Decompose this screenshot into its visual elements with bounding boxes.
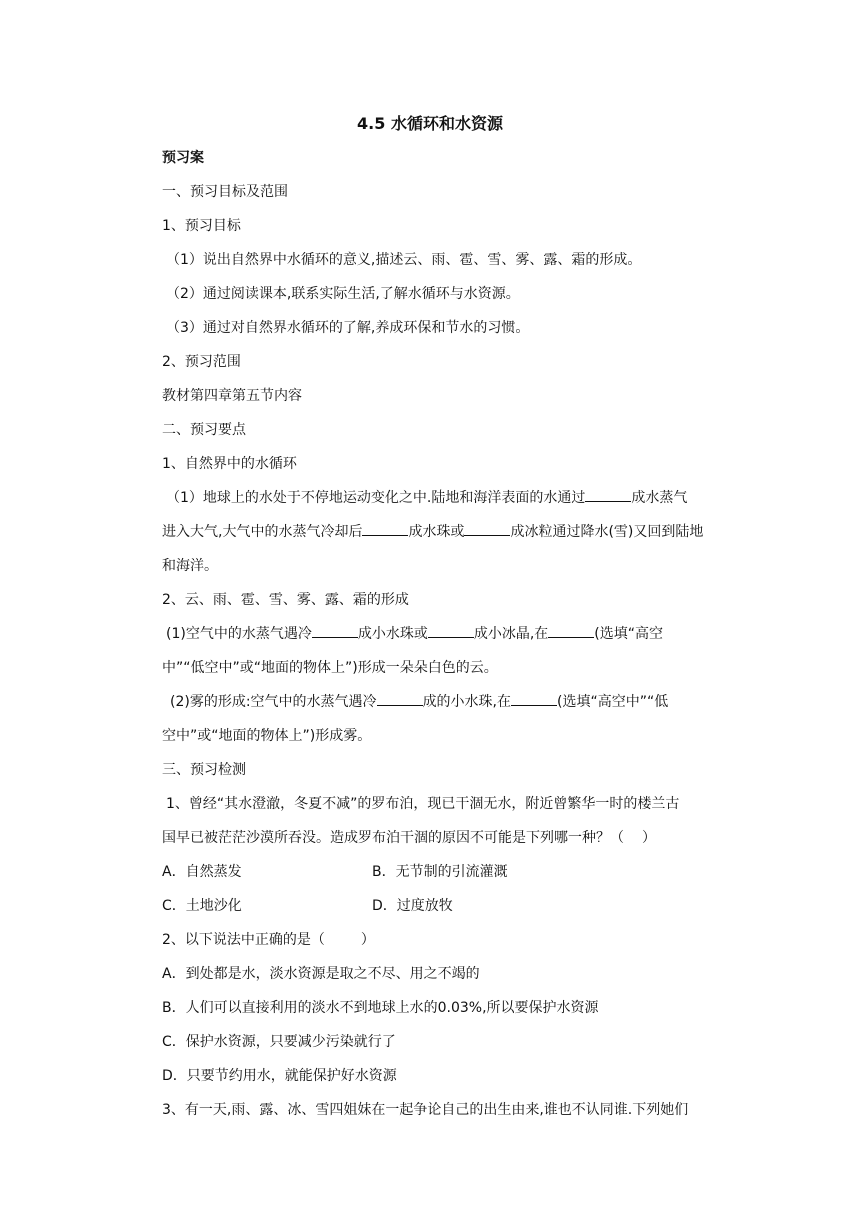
question-2-option-a[interactable]: A．到处都是水，淡水资源是取之不尽、用之不竭的 bbox=[162, 966, 480, 982]
cloud-line-1 bbox=[166, 623, 663, 645]
text-segment: 成小水珠或 bbox=[357, 626, 428, 642]
text-segment: 成冰粒通过降水(雪)又回到陆地 bbox=[510, 524, 704, 540]
water-cycle-line-2 bbox=[162, 521, 703, 543]
fog-line-1 bbox=[170, 691, 668, 713]
option-b[interactable]: B．无节制的引流灌溉 bbox=[372, 864, 508, 880]
part2-heading: 二、预习要点 bbox=[162, 422, 246, 438]
text-segment: 国早已被茫茫沙漠所吞没。造成罗布泊干涸的原因不可能是下列哪一种？（ bbox=[162, 830, 624, 846]
text-segment: ） bbox=[360, 932, 375, 948]
water-cycle-heading: 1、自然界中的水循环 bbox=[162, 456, 297, 472]
goal-item-3: （3）通过对自然界水循环的了解,养成环保和节水的习惯。 bbox=[166, 320, 530, 336]
question-3-line-1: 3、有一天,雨、露、冰、雪四姐妹在一起争论自己的出生由来,谁也不认同谁.下列她们 bbox=[162, 1102, 689, 1118]
text-segment: 进入大气,大气中的水蒸气冷却后 bbox=[162, 524, 363, 540]
text-segment: (选填“高空中”“低 bbox=[557, 694, 669, 710]
water-cycle-line-3: 和海洋。 bbox=[162, 558, 218, 574]
fill-blank[interactable] bbox=[548, 623, 594, 638]
fill-blank[interactable] bbox=[464, 521, 510, 536]
question-2-stem bbox=[162, 929, 375, 951]
question-1-options-row-1 bbox=[162, 861, 508, 883]
scope-heading: 2、预习范围 bbox=[162, 354, 241, 370]
text-segment: （1）地球上的水处于不停地运动变化之中.陆地和海洋表面的水通过 bbox=[166, 490, 586, 506]
fill-blank[interactable] bbox=[428, 623, 474, 638]
goals-heading: 1、预习目标 bbox=[162, 218, 241, 234]
fill-blank[interactable] bbox=[312, 623, 358, 638]
text-segment: 2、以下说法中正确的是（ bbox=[162, 932, 325, 948]
text-segment: 成水珠或 bbox=[408, 524, 465, 540]
text-segment: (2)雾的形成:空气中的水蒸气遇冷 bbox=[170, 694, 377, 710]
fill-blank[interactable] bbox=[585, 487, 631, 502]
text-segment: (1)空气中的水蒸气遇冷 bbox=[166, 626, 312, 642]
part3-heading: 三、预习检测 bbox=[162, 762, 246, 778]
option-d[interactable]: D．过度放牧 bbox=[372, 898, 453, 914]
formation-heading: 2、云、雨、雹、雪、雾、露、霜的形成 bbox=[162, 592, 409, 608]
fog-line-2: 空中”或“地面的物体上”)形成雾。 bbox=[162, 728, 372, 744]
text-segment: 成水蒸气 bbox=[631, 490, 688, 506]
text-segment: 成小冰晶,在 bbox=[473, 626, 549, 642]
text-segment: ） bbox=[642, 830, 656, 846]
water-cycle-line-1 bbox=[166, 487, 687, 509]
fill-blank[interactable] bbox=[511, 691, 557, 706]
text-segment: (选填“高空 bbox=[594, 626, 664, 642]
part1-heading: 一、预习目标及范围 bbox=[162, 184, 288, 200]
goal-item-1: （1）说出自然界中水循环的意义,描述云、雨、雹、雪、雾、露、霜的形成。 bbox=[166, 252, 642, 268]
document-title: 4.5 水循环和水资源 bbox=[357, 114, 503, 133]
section-label: 预习案 bbox=[162, 150, 204, 166]
option-a[interactable]: A．自然蒸发 bbox=[162, 864, 242, 880]
scope-text: 教材第四章第五节内容 bbox=[162, 388, 302, 404]
question-2-option-c[interactable]: C．保护水资源，只要减少污染就行了 bbox=[162, 1034, 396, 1050]
question-2-option-d[interactable]: D．只要节约用水，就能保护好水资源 bbox=[162, 1068, 397, 1084]
question-2-option-b[interactable]: B．人们可以直接利用的淡水不到地球上水的0.03%,所以要保护水资源 bbox=[162, 1000, 599, 1016]
question-1-line-1: 1、曾经“其水澄澈，冬夏不减”的罗布泊，现已干涸无水，附近曾繁华一时的楼兰古 bbox=[166, 796, 680, 812]
cloud-line-2: 中”“低空中”或“地面的物体上”)形成一朵朵白色的云。 bbox=[162, 660, 498, 676]
option-c[interactable]: C．土地沙化 bbox=[162, 898, 242, 914]
question-1-line-2 bbox=[162, 827, 656, 849]
fill-blank[interactable] bbox=[377, 691, 423, 706]
goal-item-2: （2）通过阅读课本,联系实际生活,了解水循环与水资源。 bbox=[166, 286, 520, 302]
text-segment: 成的小水珠,在 bbox=[422, 694, 512, 710]
fill-blank[interactable] bbox=[362, 521, 408, 536]
question-1-options-row-2 bbox=[162, 895, 453, 917]
